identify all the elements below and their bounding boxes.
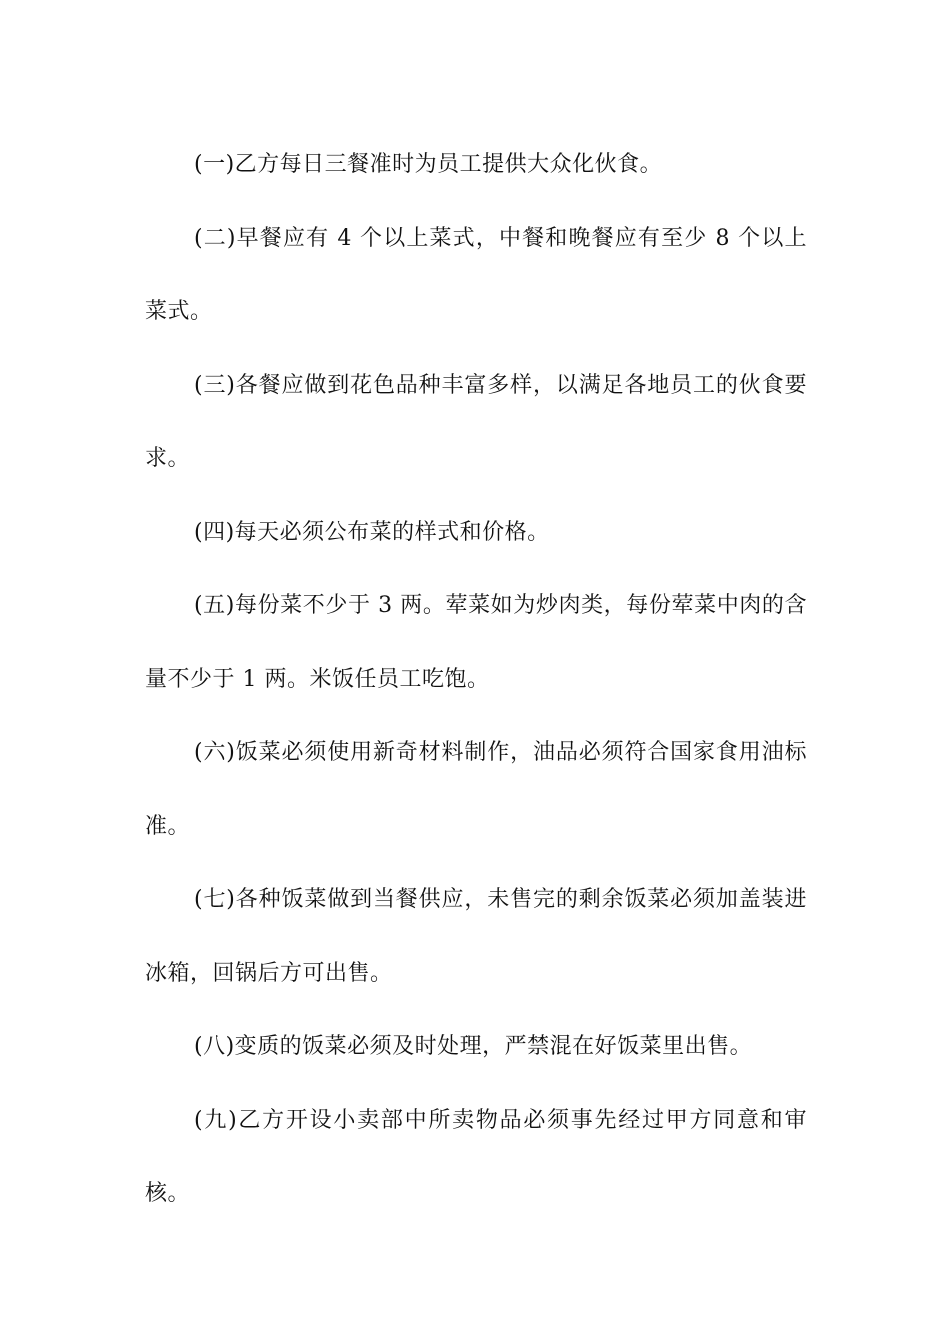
clause-7: (七)各种饭菜做到当餐供应，未售完的剩余饭菜必须加盖装进冰箱，回锅后方可出售。 <box>145 887 807 986</box>
clause-1: (一)乙方每日三餐准时为员工提供大众化伙食。 <box>194 152 663 177</box>
clause-6: (六)饭菜必须使用新奇材料制作，油品必须符合国家食用油标准。 <box>145 740 807 839</box>
clause-8: (八)变质的饭菜必须及时处理，严禁混在好饭菜里出售。 <box>194 1034 753 1059</box>
clause-9: (九)乙方开设小卖部中所卖物品必须事先经过甲方同意和审核。 <box>145 1107 807 1206</box>
document-body <box>145 128 807 1231</box>
clause-4: (四)每天必须公布菜的样式和价格。 <box>194 519 550 545</box>
clause-2: (二)早餐应有 4 个以上菜式，中餐和晚餐应有至少 8 个以上菜式。 <box>145 225 807 324</box>
clause-3: (三)各餐应做到花色品种丰富多样，以满足各地员工的伙食要求。 <box>145 372 807 471</box>
clause-5: (五)每份菜不少于 3 两。荤菜如为炒肉类，每份荤菜中肉的含量不少于 1 两。米饭任员工吃饱。 <box>145 593 807 692</box>
